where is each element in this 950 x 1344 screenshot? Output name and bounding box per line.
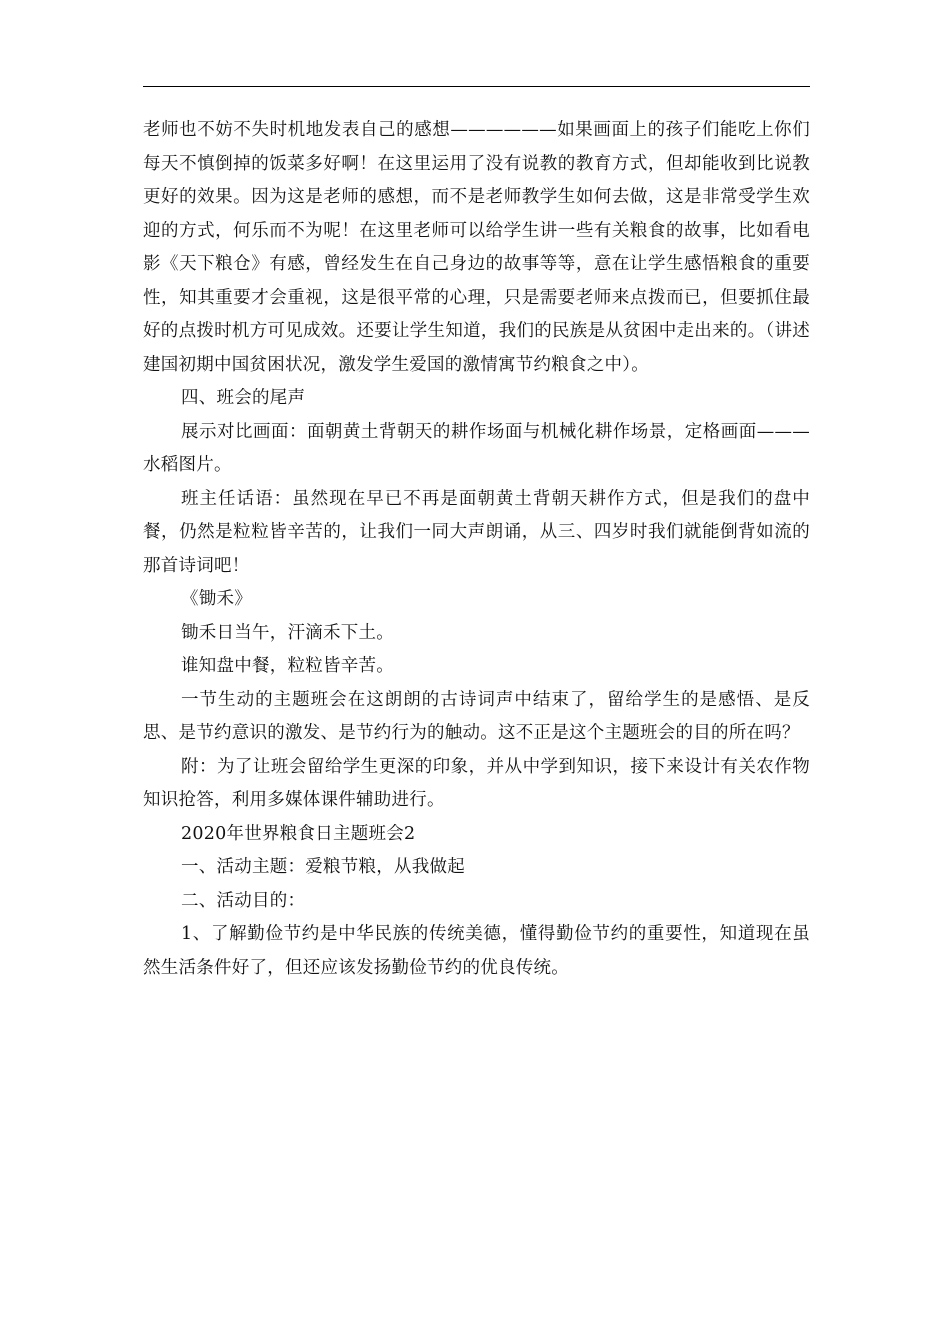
section-heading-class-ending: 四、班会的尾声: [181, 388, 306, 408]
paragraph-conclusion: 一节生动的主题班会在这朗朗的古诗词声中结束了，留给学生的是感悟、是反思、是节约意识的激发、是节约行为的触动。这不正是这个主题班会的目的所在吗？: [143, 689, 810, 743]
poem-title: 《锄禾》: [181, 589, 252, 609]
header-rule: [143, 86, 810, 87]
section-title-class-meeting-2: 2020年世界粮食日主题班会2: [181, 823, 416, 844]
document-body: [143, 114, 810, 985]
paragraph-appendix: 附：为了让班会留给学生更深的印象，并从中学到知识，接下来设计有关农作物知识抢答，利用多媒体课件辅助进行。: [143, 756, 810, 810]
activity-goal-1: 1、了解勤俭节约是中华民族的传统美德，懂得勤俭节约的重要性，知道现在虽然生活条件好了，但还应该发扬勤俭节约的优良传统。: [143, 924, 810, 978]
activity-goals-heading: 二、活动目的：: [181, 890, 306, 911]
paragraph-teacher-words: 班主任话语：虽然现在早已不再是面朝黄土背朝天耕作方式，但是我们的盘中餐，仍然是粒粒皆辛苦的，让我们一同大声朗诵，从三、四岁时我们就能倒背如流的那首诗词吧！: [143, 488, 810, 576]
activity-theme: 一、活动主题：爱粮节粮，从我做起: [181, 857, 465, 877]
poem-line-2: 谁知盘中餐，粒粒皆辛苦。: [181, 656, 394, 676]
paragraph-contrast-images: 展示对比画面：面朝黄土背朝天的耕作场面与机械化耕作场景，定格画面———水稻图片。: [143, 421, 810, 475]
poem-line-1: 锄禾日当午，汗滴禾下土。: [181, 622, 394, 643]
paragraph-teacher-reflection: 老师也不妨不失时机地发表自己的感想——————如果画面上的孩子们能吃上你们每天不慎倒掉的饭菜多好啊！在这里运用了没有说教的教育方式，但却能收到比说教更好的效果。因为这是老师的感想，而不是老师教学生如何去做，这是非常受学生欢迎的方式，何乐而不为呢！在这里老师可以给学生讲一些有关粮食的故事，比如看电影《天下粮仓》有感，曾经发生在自己身边的故事等等，意在让学生感悟粮食的重要性，知其重要才会重视，这是很平常的心理，只是需要老师来点拨而已，但要抓住最好的点拨时机方可见成效。还要让学生知道，我们的民族是从贫困中走出来的。（讲述建国初期中国贫困状况，激发学生爱国的激情寓节约粮食之中）。: [143, 120, 810, 375]
